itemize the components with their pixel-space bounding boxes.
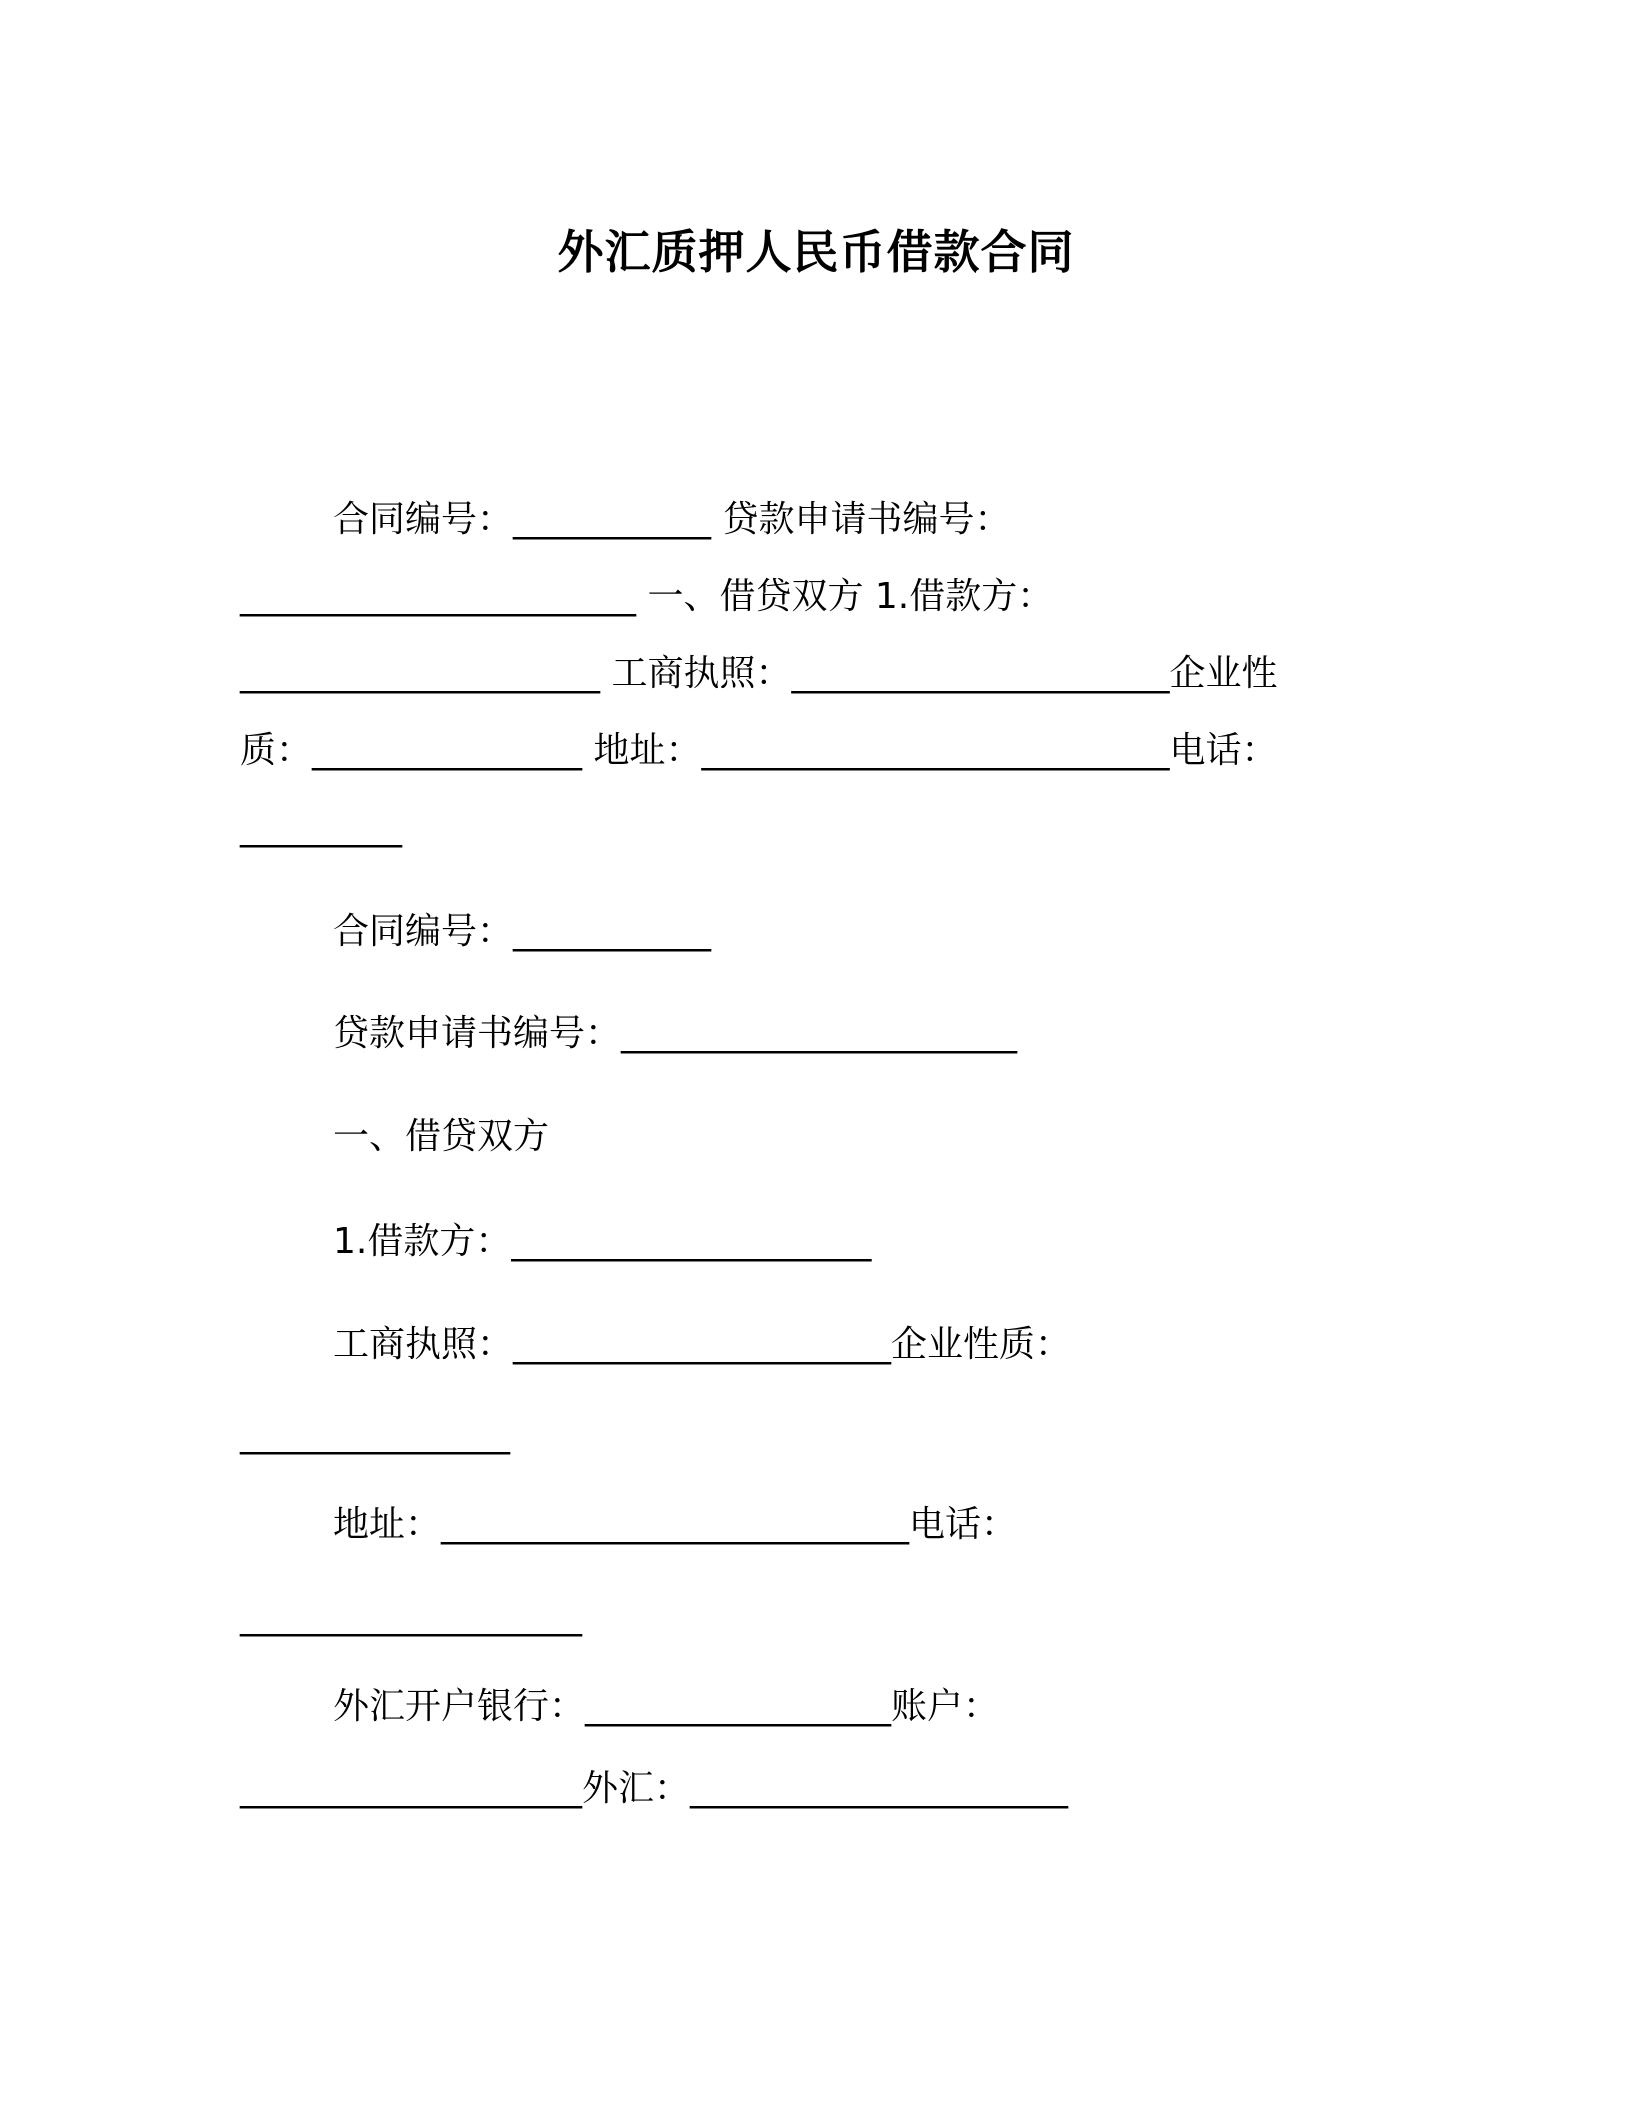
paragraph-line-3: ____________________ 工商执照：_____________________企业性	[240, 653, 1278, 694]
section-heading-parties: 一、借贷双方	[333, 1116, 550, 1157]
account-forex-line: ___________________外汇：_____________________	[240, 1768, 1069, 1809]
document-title: 外汇质押人民币借款合同	[557, 225, 1075, 279]
address-phone-line: 地址：__________________________电话：	[333, 1504, 1018, 1545]
paragraph-line-1: 合同编号：___________ 贷款申请书编号：	[333, 499, 1011, 540]
paragraph-line-4: 质：_______________ 地址：__________________________电话：	[240, 730, 1278, 771]
paragraph-line-5: _________	[240, 807, 402, 848]
enterprise-nature-blank-line: _______________	[240, 1414, 510, 1455]
forex-bank-line: 外汇开户银行：_________________账户：	[333, 1686, 1000, 1727]
phone-blank-line: ___________________	[240, 1596, 582, 1637]
contract-number-line: 合同编号：___________	[333, 911, 712, 952]
loan-application-number-line: 贷款申请书编号：______________________	[333, 1013, 1018, 1054]
borrower-line: 1.借款方：____________________	[333, 1221, 872, 1262]
paragraph-line-2: ______________________ 一、借贷双方 1.借款方：	[240, 576, 1054, 617]
business-license-line: 工商执照：_____________________企业性质：	[333, 1324, 1072, 1365]
